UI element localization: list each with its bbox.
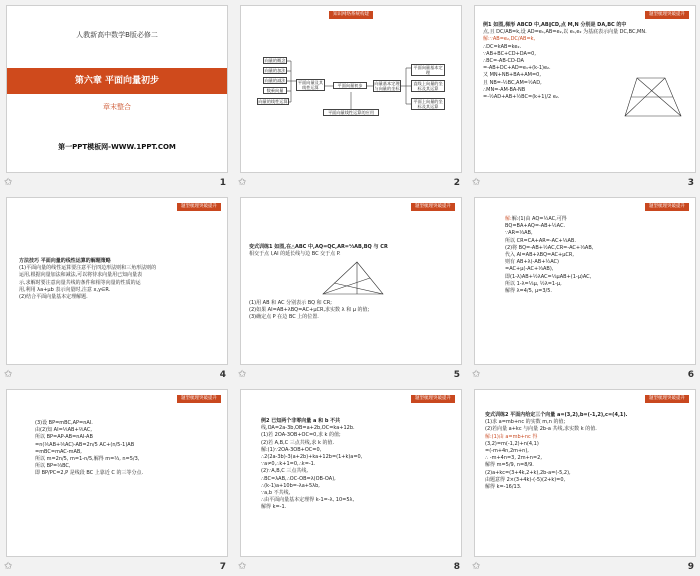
- diagram-node: 数乘向量: [263, 87, 287, 94]
- slide-text: 变式训练1 如图,在△ABC 中,AQ=QC,AR=⅓AB,BQ 与 CR 相交于点 I,AI 的延长线与边 BC 交于点 P.: [249, 244, 388, 258]
- star-icon[interactable]: ✩: [472, 369, 481, 380]
- section-tag: 题型梳理突破提升: [177, 203, 221, 211]
- slide-footer: [468, 368, 700, 382]
- slide-text: 例1 如图,梯形 ABCD 中,AB∥CD,点 M,N 分别是 DA,BC 的中 点,且 DC/AB=k,设 AD=e₁,AB=e₂,以 e₁,e₂ 为基底表示向量 DC,BC,MN. 解:∵AB=e₂,DC/AB=k, ∴DC=kAB=ke₂. ∵AB+BC+CD+DA=0, ∴BC=-AB-CD-DA =-AB+DC+AD=e₁+(k-1)e₂. 又 MN+NB+BA+AM=0, 且 NB=-½BC,AM=½AD, ∴MN=-AM-BA-NB =-½AD+AB+½BC=(k+1)/2 e₂.: [483, 22, 647, 101]
- slide-footer: [0, 560, 232, 574]
- star-icon[interactable]: ✩: [4, 177, 13, 188]
- star-icon[interactable]: ✩: [238, 561, 247, 572]
- diagram-node: 向量的线性运算: [258, 99, 288, 104]
- section-tag: 知识网络系统构建: [329, 11, 373, 19]
- slide-text: 解:解:(1)由 AQ=½AC,可得 BQ=BA+AQ=-AB+½AC. ∵AR=⅓AB, 所以 CR=CA+AR=-AC+⅓AB. (2)将 BQ=-AB+½AC,CR=-AC+⅓AB, 代入 AI=AB+λBQ=AC+μCR, 则有 AB+λ(-AB+½AC) =AC+μ(-AC+⅓AB), 即(1-λ)AB+½λAC=⅓μAB+(1-μ)AC, 所以 1-λ=⅓μ, ½λ=1-μ, 解得 λ=4/5, μ=3/5.: [505, 216, 594, 295]
- section-tag: 题型梳理突破提升: [645, 395, 689, 403]
- slide-number: 1: [219, 178, 226, 188]
- section-tag: 题型梳理突破提升: [645, 11, 689, 19]
- slide-canvas: [240, 389, 462, 557]
- slide-canvas: [474, 389, 696, 557]
- star-icon[interactable]: ✩: [4, 369, 13, 380]
- diagram-node: 向量基本定理与向量的坐标: [374, 81, 400, 91]
- star-icon[interactable]: ✩: [4, 561, 13, 572]
- diagram-node: 平面上向量的坐标及其运算: [411, 98, 445, 110]
- slide-canvas: [6, 389, 228, 557]
- triangle-figure: [241, 198, 462, 365]
- brand-text: 第一PPT模板网-WWW.1PPT.COM: [58, 143, 176, 151]
- star-icon[interactable]: ✩: [238, 369, 247, 380]
- slide-footer: [234, 368, 466, 382]
- chapter-title-band: 第六章 平面向量初步: [7, 68, 227, 94]
- slide-canvas: [240, 5, 462, 173]
- diagram-node: 平面向量初步: [333, 82, 367, 89]
- diagram-node: 平面向量基本定理: [411, 64, 445, 76]
- slide-number: 8: [453, 562, 460, 572]
- slide-number: 5: [453, 370, 460, 380]
- slide-number: 7: [219, 562, 226, 572]
- slide-text: (3)设 BP=mBC,AP=nAI. 由(2)知 AI=⅕AB+⅖AC, 所以 BP=AP-AB=nAI-AB =n(⅕AB+⅖AC)-AB=2n/5 AC+(n/5-1)AB =mBC=mAC-mAB, 所以 m=2n/5, m=1-n/5,解得 m=⅔, n=5/3, 所以 BP=⅔BC, 即 BP/PC=2,P 是线段 BC 上靠近 C 的三等分点.: [35, 420, 144, 477]
- slide-thumb-3[interactable]: [468, 0, 700, 192]
- slide-canvas: [6, 197, 228, 365]
- slide-footer: [234, 176, 466, 190]
- star-icon[interactable]: ✩: [472, 177, 481, 188]
- section-tag: 题型梳理突破提升: [411, 203, 455, 211]
- diagram-node: 平面向量线性运算的应用: [323, 109, 379, 116]
- diagram-node: 向量的减法: [264, 78, 286, 83]
- slide-number: 2: [453, 178, 460, 188]
- slide-footer: [468, 560, 700, 574]
- slide-text: (1)用 AB 和 AC 分别表示 BQ 和 CR; (2)如果 AI=AB+λBQ=AC+μCR,求实数 λ 和 μ 的值; (3)确定点 P 在边 BC 上的位置.: [249, 300, 370, 321]
- chapter-subtitle: 章末整合: [103, 103, 131, 111]
- section-tag: 题型梳理突破提升: [177, 395, 221, 403]
- slide-thumb-6[interactable]: [468, 192, 700, 384]
- slide-number: 9: [687, 562, 694, 572]
- slide-text: 例2 已知两个非零向量 a 和 b 不共 线,OA=2a-3b,OB=a+2b,OC=ka+12b. (1)若 2OA-3OB+OC=0,求 k 的值; (2)若 A,B,C 三点共线,求 k 的值. 解:(1)∵2OA-3OB+OC=0, ∴2(2a-3b)-3(a+2b)+ka+12b=(1+k)a=0, ∵a≠0,∴k+1=0,∴k=-1. (2)∵A,B,C 三点共线, ∴BC=λAB,∴OC-OB=λ(OB-OA), ∴(k-1)a+10b=-λa+5λb, ∵a,b 不共线, ∴由平面向量基本定理得 k-1=-λ, 10=5λ, 解得 k=-1.: [261, 418, 363, 511]
- slide-number: 3: [687, 178, 694, 188]
- slide-thumb-8[interactable]: [234, 384, 466, 576]
- slide-text: 变式训练2 平面内给定三个向量 a=(3,2),b=(-1,2),c=(4,1). (1)求 a=mb+nc 的实数 m,n 的值; (2)若向量 a+kc 与向量 2b-a 共线,求实数 k 的值. 解:(1)由 a=mb+nc 得 (3,2)=m(-1,2)+n(4,1) =(-m+4n,2m+n), ∴ -m+4n=3, 2m+n=2, 解得 m=5/9, n=8/9. (2)a+kc=(3+4k,2+k),2b-a=(-5,2), 由题意得 2×(3+4k)-(-5)(2+k)=0, 解得 k=-16/13.: [485, 412, 628, 491]
- slide-thumb-4[interactable]: [0, 192, 232, 384]
- star-icon[interactable]: ✩: [238, 177, 247, 188]
- section-tag: 题型梳理突破提升: [645, 203, 689, 211]
- slide-footer: [0, 176, 232, 190]
- diagram-node: 向量的概念: [264, 58, 286, 63]
- slide-canvas: [6, 5, 228, 173]
- section-tag: 题型梳理突破提升: [411, 395, 455, 403]
- slide-canvas: [474, 197, 696, 365]
- slide-canvas: [240, 197, 462, 365]
- slide-thumb-9[interactable]: [468, 384, 700, 576]
- slide-footer: [0, 368, 232, 382]
- slide-canvas: [474, 5, 696, 173]
- slide-text: 方法技巧 平面向量的线性运算的解题策略 (1)平面向量的线性运算要注意平行四边形法则和三角形法则的 运用,根据向量加法和减法,可以将待求向量用已知向量表 示,求解时要注意向量共线的条件和相等向量的性质的运 用,利用 λa+μb 表示向量时,注意 x,y∈R. (2)结合平面向量基本定理解题.: [19, 258, 157, 301]
- diagram-node: 直线上向量的坐标及其运算: [411, 80, 445, 92]
- slide-thumb-1[interactable]: [0, 0, 232, 192]
- star-icon[interactable]: ✩: [472, 561, 481, 572]
- slide-footer: [468, 176, 700, 190]
- diagram-node: 向量的加法: [264, 68, 286, 73]
- trapezoid-figure: [475, 6, 696, 173]
- slide-thumb-5[interactable]: [234, 192, 466, 384]
- slide-header: 人教新高中数学B版必修二: [76, 31, 158, 39]
- diagram-node: 平面向量及其线性运算: [297, 80, 324, 90]
- slide-footer: [234, 560, 466, 574]
- slide-number: 4: [219, 370, 226, 380]
- slide-thumb-2[interactable]: [234, 0, 466, 192]
- slide-thumb-7[interactable]: [0, 384, 232, 576]
- slide-number: 6: [687, 370, 694, 380]
